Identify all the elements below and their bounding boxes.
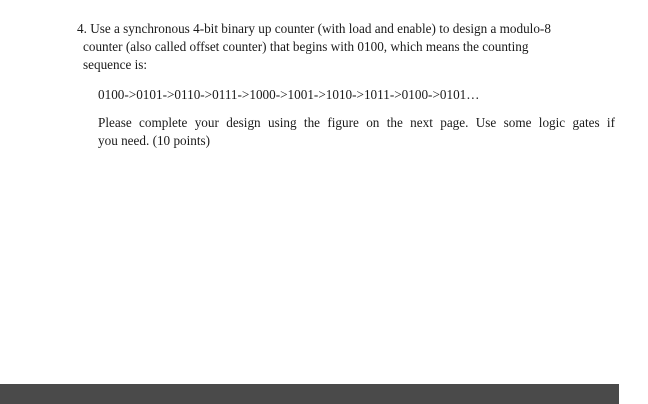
instructions-line-1: Please complete your design using the figure on the next page. Use some logic gates if [98,115,615,130]
bottom-toolbar-bar [0,384,619,404]
counting-sequence: 0100->0101->0110->0111->1000->1001->1010->1011->0100->0101… [98,87,480,102]
question-text [77,20,587,74]
question-line-3: sequence is: [83,57,148,72]
instructions-line-2: you need. (10 points) [98,133,211,148]
question-line-1: 4. Use a synchronous 4-bit binary up counter (with load and enable) to design a modulo-8 [77,21,551,36]
bottom-gap [619,384,648,404]
instructions-text [98,114,615,150]
question-line-2: counter (also called offset counter) that begins with 0100, which means the counting [83,39,529,54]
